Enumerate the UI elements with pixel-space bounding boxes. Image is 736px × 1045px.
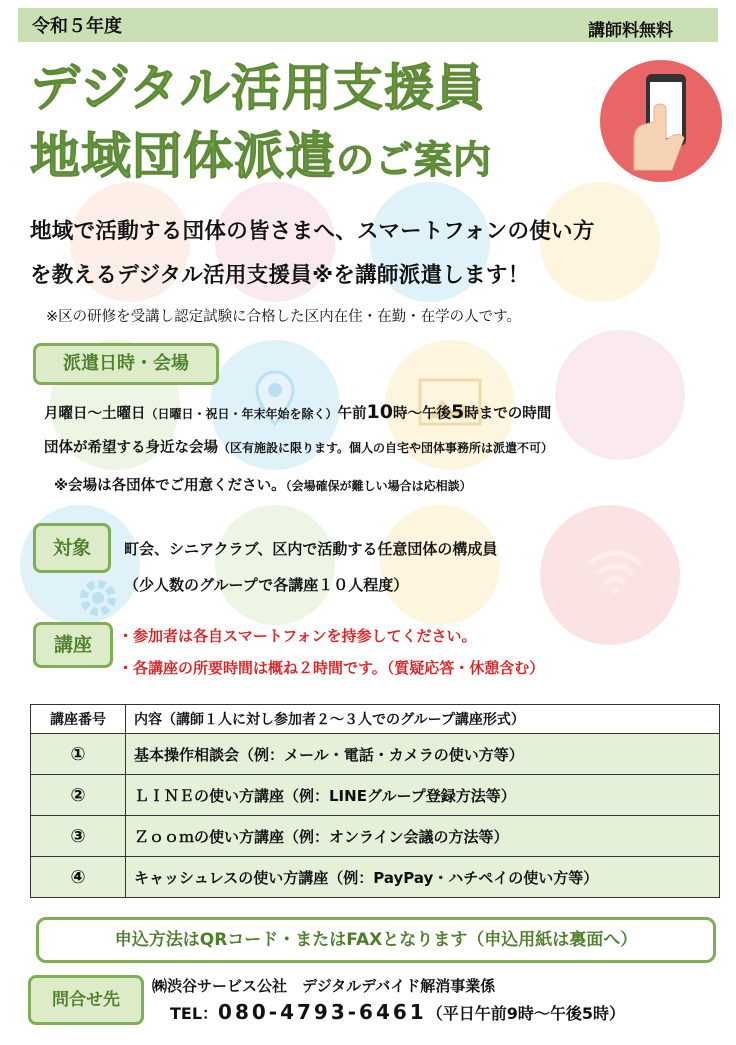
course-table — [30, 704, 720, 898]
lead-note: ※区の研修を受講し認定試験に合格した区内在住・在勤・在学の人です。 — [46, 309, 521, 325]
target-label: 対象 — [33, 523, 111, 573]
dispatch-venue: 団体が希望する身近な会場 — [44, 440, 218, 456]
course-number: ③ — [31, 816, 126, 857]
title-line-1: デジタル活用支援員 — [30, 59, 486, 117]
dispatch-venue-prep: ※会場は各団体でご用意ください。 — [54, 478, 286, 494]
free-badge: 講師料無料 — [588, 21, 673, 41]
dispatch-until: 時までの時間 — [464, 406, 552, 422]
course-number: ② — [31, 775, 126, 816]
course-label: 講座 — [33, 622, 113, 668]
dispatch-label: 派遣日時・会場 — [33, 343, 219, 385]
dispatch-line-1 — [44, 401, 551, 423]
deco-circle — [215, 505, 335, 625]
target-line-1: 町会、シニアクラブ、区内で活動する任意団体の構成員 — [124, 540, 498, 558]
title-line-2-main: 地域団体派遣 — [30, 127, 336, 185]
table-row — [31, 734, 720, 775]
contact-label: 問合せ先 — [28, 975, 144, 1025]
header-course-content: 内容（講師１人に対し参加者２～３人でのグループ講座形式） — [126, 705, 720, 734]
smartphone-icon — [624, 70, 704, 174]
course-content: キャッシュレスの使い方講座（例：PayPay・ハチペイの使い方等） — [126, 857, 720, 898]
dispatch-venue-note: （区有施設に限ります。個人の自宅や団体事務所は派遣不可） — [218, 441, 554, 455]
title-line-2-tail: のご案内 — [336, 138, 493, 182]
course-note-2: ・各講座の所要時間は概ね２時間です。（質疑応答・休憩含む） — [118, 659, 545, 677]
table-row — [31, 816, 720, 857]
course-note-1: ・参加者は各自スマートフォンを持参してください。 — [118, 627, 477, 645]
dispatch-venue-prep-note: （会場確保が難しい場合は応相談） — [285, 479, 472, 493]
apply-method-box: 申込方法はQRコード・またはFAXとなります（申込用紙は裏面へ） — [36, 917, 716, 963]
wifi-icon — [585, 548, 645, 596]
contact-hours: （平日午前9時～午後5時） — [426, 1004, 626, 1023]
table-row — [31, 857, 720, 898]
dispatch-start-hour: 10 — [366, 401, 393, 423]
tel-prefix: TEL： — [170, 1004, 219, 1023]
dispatch-end-hour: 5 — [450, 401, 465, 423]
course-number: ① — [31, 734, 126, 775]
tel-number[interactable]: 080-4793-6461 — [218, 1000, 427, 1024]
title-line-2 — [30, 116, 492, 188]
dispatch-days: 月曜日～土曜日 — [44, 406, 146, 422]
dispatch-line-3 — [54, 474, 472, 495]
header-course-number: 講座番号 — [31, 705, 126, 734]
gear-icon — [70, 570, 126, 626]
course-number: ④ — [31, 857, 126, 898]
dispatch-am: 午前 — [337, 406, 367, 422]
table-row — [31, 775, 720, 816]
deco-circle — [380, 505, 500, 625]
lead-line-1: 地域で活動する団体の皆さまへ、スマートフォンの使い方 — [30, 219, 595, 244]
dispatch-days-note: （日曜日・祝日・年末年始を除く） — [145, 407, 338, 421]
dispatch-mid: 時～午後 — [392, 406, 451, 422]
target-line-2: （少人数のグループで各講座１０人程度） — [124, 576, 409, 594]
table-header-row — [31, 705, 720, 734]
contact-tel-line — [170, 1000, 625, 1024]
course-content: Ｚｏｏｍの使い方講座（例：オンライン会議の方法等） — [126, 816, 720, 857]
dispatch-line-2 — [44, 436, 553, 457]
course-content: 基本操作相談会（例：メール・電話・カメラの使い方等） — [126, 734, 720, 775]
contact-org: ㈱渋谷サービス公社 デジタルデバイド解消事業係 — [152, 977, 496, 995]
course-content: ＬＩＮＥの使い方講座（例：LINEグループ登録方法等） — [126, 775, 720, 816]
fiscal-year: 令和５年度 — [32, 16, 122, 37]
deco-circle — [555, 330, 685, 460]
lead-line-2: を教えるデジタル活用支援員※を講師派遣します！ — [30, 263, 530, 288]
